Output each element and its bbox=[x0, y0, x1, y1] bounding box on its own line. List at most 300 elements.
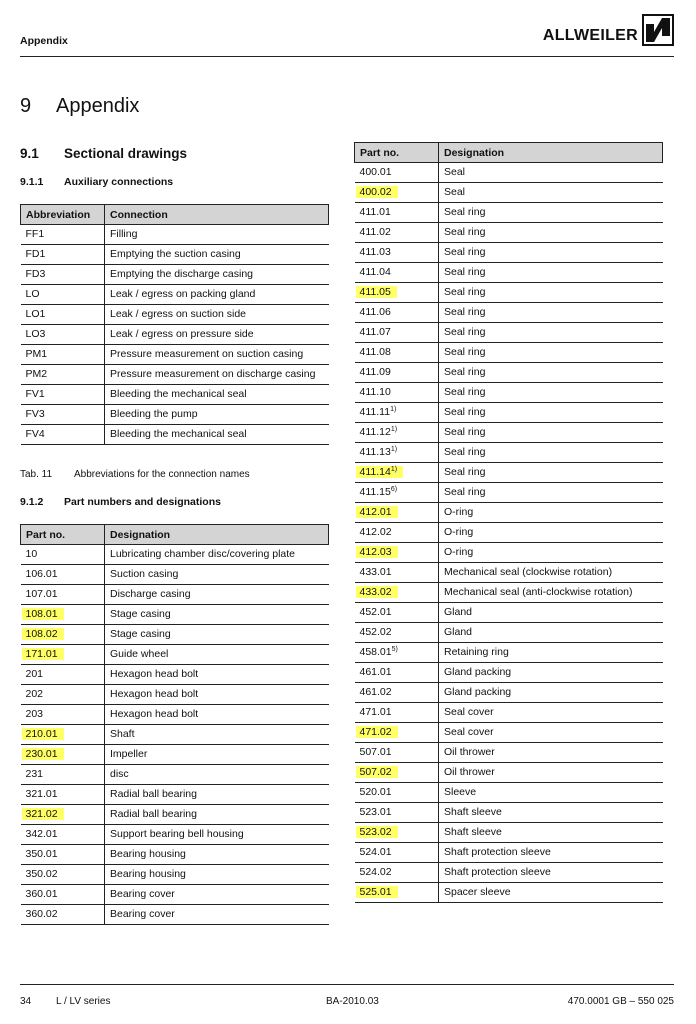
part-number-cell bbox=[21, 545, 105, 565]
table-row bbox=[21, 325, 329, 345]
part-number-cell bbox=[355, 883, 439, 903]
table-row bbox=[21, 285, 329, 305]
designation-cell: Seal ring bbox=[439, 243, 663, 263]
part-number bbox=[360, 346, 391, 358]
part-number-text: 107.01 bbox=[25, 588, 58, 600]
designation-cell: Seal ring bbox=[439, 363, 663, 383]
chapter-heading bbox=[20, 95, 139, 118]
part-number-cell bbox=[355, 683, 439, 703]
designation-cell: Support bearing bell housing bbox=[105, 825, 329, 845]
part-number bbox=[360, 306, 391, 318]
brand bbox=[543, 14, 674, 46]
part-number-text: 411.10 bbox=[359, 386, 391, 398]
footer-doc-id: BA-2010.03 bbox=[326, 996, 379, 1007]
page-header bbox=[20, 10, 674, 57]
part-number bbox=[360, 706, 392, 718]
designation-cell: Seal ring bbox=[439, 283, 663, 303]
part-number-text: 411.03 bbox=[359, 246, 391, 258]
table-row bbox=[355, 643, 663, 663]
table-row bbox=[355, 623, 663, 643]
part-number-cell bbox=[355, 723, 439, 743]
designation-cell: disc bbox=[105, 765, 329, 785]
part-number-text: 524.01 bbox=[359, 846, 392, 858]
part-number bbox=[26, 828, 58, 840]
table-row bbox=[355, 203, 663, 223]
part-number bbox=[26, 668, 44, 680]
part-number-cell bbox=[21, 845, 105, 865]
part-number-text: 400.01 bbox=[359, 166, 392, 178]
part-number-cell bbox=[355, 303, 439, 323]
section-title: Sectional drawings bbox=[64, 146, 188, 161]
part-number bbox=[360, 646, 398, 658]
table-row bbox=[355, 483, 663, 503]
part-number-text: 520.01 bbox=[359, 786, 392, 798]
designation-cell: Spacer sleeve bbox=[439, 883, 663, 903]
connection-cell: Leak / egress on pressure side bbox=[105, 325, 329, 345]
part-number-text: 342.01 bbox=[25, 828, 58, 840]
column-header: Abbreviation bbox=[21, 205, 105, 225]
table-row bbox=[355, 583, 663, 603]
designation-cell: Seal ring bbox=[439, 223, 663, 243]
table-row bbox=[355, 183, 663, 203]
designation-cell: Stage casing bbox=[105, 625, 329, 645]
table-row bbox=[355, 303, 663, 323]
table-row bbox=[21, 885, 329, 905]
part-number bbox=[360, 826, 392, 838]
part-number-cell bbox=[21, 865, 105, 885]
part-number-text: 411.12 bbox=[359, 426, 391, 438]
part-number bbox=[360, 226, 391, 238]
abbreviation-cell: PM2 bbox=[21, 365, 105, 385]
part-number bbox=[360, 406, 397, 418]
part-number-text: 525.01 bbox=[359, 886, 392, 898]
part-number bbox=[360, 866, 392, 878]
table-row bbox=[355, 383, 663, 403]
part-number-cell bbox=[355, 463, 439, 483]
part-number-cell bbox=[21, 785, 105, 805]
part-number-cell bbox=[21, 705, 105, 725]
part-number bbox=[26, 848, 58, 860]
part-number bbox=[360, 446, 398, 458]
part-number bbox=[360, 286, 391, 298]
table-row bbox=[21, 385, 329, 405]
designation-cell: Seal ring bbox=[439, 443, 663, 463]
part-number-text: 452.02 bbox=[359, 626, 392, 638]
part-number bbox=[26, 548, 38, 560]
part-number-cell bbox=[355, 323, 439, 343]
table-row bbox=[355, 883, 663, 903]
part-number-text: 210.01 bbox=[25, 728, 58, 740]
part-number-cell bbox=[355, 563, 439, 583]
designation-cell: Seal ring bbox=[439, 323, 663, 343]
part-number-text: 321.02 bbox=[25, 808, 58, 820]
table-row bbox=[355, 803, 663, 823]
part-number bbox=[360, 546, 392, 558]
part-number bbox=[360, 586, 392, 598]
part-number-cell bbox=[21, 685, 105, 705]
part-number bbox=[360, 886, 392, 898]
part-number bbox=[360, 366, 391, 378]
part-number-cell bbox=[355, 163, 439, 183]
part-number-text: 411.11 bbox=[359, 406, 391, 418]
table-row bbox=[21, 345, 329, 365]
table-row bbox=[355, 543, 663, 563]
part-number-cell bbox=[355, 183, 439, 203]
part-number bbox=[360, 186, 392, 198]
part-number bbox=[360, 326, 391, 338]
table-row bbox=[21, 705, 329, 725]
designation-cell: Gland packing bbox=[439, 663, 663, 683]
part-number bbox=[360, 806, 392, 818]
connection-cell: Leak / egress on suction side bbox=[105, 305, 329, 325]
part-number-cell bbox=[355, 243, 439, 263]
part-number-cell bbox=[21, 905, 105, 925]
part-number-text: 10 bbox=[25, 548, 38, 560]
abbreviation-cell: LO3 bbox=[21, 325, 105, 345]
part-number bbox=[26, 568, 58, 580]
part-number-text: 411.14 bbox=[359, 466, 391, 478]
designation-cell: Shaft protection sleeve bbox=[439, 843, 663, 863]
caption-text: Abbreviations for the connection names bbox=[74, 469, 250, 480]
abbreviation-cell: LO1 bbox=[21, 305, 105, 325]
part-number-cell bbox=[355, 623, 439, 643]
part-number-cell bbox=[355, 263, 439, 283]
part-number-cell bbox=[21, 605, 105, 625]
section-number: 9.1 bbox=[20, 146, 39, 161]
designation-cell: Shaft sleeve bbox=[439, 823, 663, 843]
designation-cell: Stage casing bbox=[105, 605, 329, 625]
designation-cell: Radial ball bearing bbox=[105, 785, 329, 805]
table-row bbox=[355, 363, 663, 383]
abbreviation-cell: PM1 bbox=[21, 345, 105, 365]
table-row bbox=[21, 825, 329, 845]
part-number-cell bbox=[355, 423, 439, 443]
connection-cell: Emptying the suction casing bbox=[105, 245, 329, 265]
part-number bbox=[360, 686, 392, 698]
part-number-cell bbox=[355, 443, 439, 463]
table-row bbox=[355, 663, 663, 683]
part-number bbox=[26, 688, 44, 700]
designation-cell: Seal ring bbox=[439, 203, 663, 223]
designation-cell: Seal ring bbox=[439, 463, 663, 483]
designation-cell: O-ring bbox=[439, 503, 663, 523]
part-number-cell bbox=[355, 663, 439, 683]
page-number: 34 bbox=[20, 996, 32, 1007]
designation-cell: Gland packing bbox=[439, 683, 663, 703]
part-number bbox=[360, 426, 398, 438]
part-number-cell bbox=[355, 603, 439, 623]
part-number bbox=[26, 708, 44, 720]
table-row bbox=[21, 745, 329, 765]
table-row bbox=[355, 763, 663, 783]
subsection-title: Part numbers and designations bbox=[64, 496, 221, 508]
designation-cell: Seal ring bbox=[439, 403, 663, 423]
part-number bbox=[360, 746, 392, 758]
table-row bbox=[21, 585, 329, 605]
abbreviation-cell: FV1 bbox=[21, 385, 105, 405]
abbreviation-cell: FV3 bbox=[21, 405, 105, 425]
parts-table-right bbox=[354, 142, 663, 903]
column-header: Part no. bbox=[355, 143, 439, 163]
designation-cell: Seal cover bbox=[439, 723, 663, 743]
designation-cell: Seal bbox=[439, 183, 663, 203]
table-caption bbox=[20, 469, 250, 480]
table-row bbox=[21, 865, 329, 885]
part-number-text: 108.01 bbox=[25, 608, 58, 620]
part-number-cell bbox=[21, 665, 105, 685]
part-number-text: 523.01 bbox=[359, 806, 392, 818]
table-row bbox=[21, 225, 329, 245]
footnote-marker: 1) bbox=[390, 426, 398, 433]
table-row bbox=[355, 683, 663, 703]
part-number bbox=[360, 506, 392, 518]
abbreviation-cell: FF1 bbox=[21, 225, 105, 245]
table-row bbox=[21, 805, 329, 825]
part-number-cell bbox=[355, 503, 439, 523]
table-row bbox=[21, 725, 329, 745]
part-number-cell bbox=[355, 203, 439, 223]
part-number-text: 411.09 bbox=[359, 366, 391, 378]
part-number bbox=[26, 788, 58, 800]
designation-cell: Seal ring bbox=[439, 383, 663, 403]
part-number-cell bbox=[355, 283, 439, 303]
table-row bbox=[355, 243, 663, 263]
part-number-cell bbox=[21, 885, 105, 905]
part-number bbox=[360, 606, 392, 618]
part-number-text: 411.08 bbox=[359, 346, 391, 358]
designation-cell: Seal cover bbox=[439, 703, 663, 723]
part-number-text: 411.15 bbox=[359, 486, 391, 498]
part-number bbox=[26, 888, 58, 900]
designation-cell: Suction casing bbox=[105, 565, 329, 585]
parts-table-left bbox=[20, 524, 329, 925]
part-number-cell bbox=[355, 583, 439, 603]
table-row bbox=[355, 703, 663, 723]
part-number-text: 106.01 bbox=[25, 568, 58, 580]
table-row bbox=[355, 503, 663, 523]
column-header: Designation bbox=[105, 525, 329, 545]
connection-cell: Bleeding the mechanical seal bbox=[105, 385, 329, 405]
footnote-marker: 1) bbox=[390, 446, 398, 453]
table-row bbox=[355, 783, 663, 803]
designation-cell: Bearing cover bbox=[105, 905, 329, 925]
designation-cell: Guide wheel bbox=[105, 645, 329, 665]
table-row bbox=[21, 905, 329, 925]
subsection-number: 9.1.1 bbox=[20, 176, 44, 188]
part-number-text: 201 bbox=[25, 668, 44, 680]
part-number-text: 411.06 bbox=[359, 306, 391, 318]
part-number-text: 452.01 bbox=[359, 606, 392, 618]
table-row bbox=[21, 785, 329, 805]
part-number bbox=[360, 666, 392, 678]
part-number-text: 412.03 bbox=[359, 546, 392, 558]
abbreviation-cell: FD1 bbox=[21, 245, 105, 265]
table-row bbox=[355, 723, 663, 743]
part-number bbox=[26, 748, 58, 760]
designation-cell: Shaft bbox=[105, 725, 329, 745]
table-row bbox=[355, 223, 663, 243]
designation-cell: Radial ball bearing bbox=[105, 805, 329, 825]
footnote-marker: 1) bbox=[390, 466, 398, 473]
table-row bbox=[355, 423, 663, 443]
part-number-cell bbox=[21, 585, 105, 605]
designation-cell: Shaft sleeve bbox=[439, 803, 663, 823]
part-number bbox=[26, 808, 58, 820]
table-row bbox=[21, 245, 329, 265]
table-row bbox=[21, 305, 329, 325]
connection-cell: Emptying the discharge casing bbox=[105, 265, 329, 285]
part-number bbox=[360, 386, 391, 398]
designation-cell: Shaft protection sleeve bbox=[439, 863, 663, 883]
part-number bbox=[26, 868, 58, 880]
part-number-cell bbox=[21, 625, 105, 645]
table-row bbox=[355, 823, 663, 843]
part-number-text: 433.02 bbox=[359, 586, 392, 598]
connection-cell: Bleeding the mechanical seal bbox=[105, 425, 329, 445]
abbreviation-cell: LO bbox=[21, 285, 105, 305]
connection-cell: Pressure measurement on discharge casing bbox=[105, 365, 329, 385]
part-number-cell bbox=[355, 223, 439, 243]
part-number bbox=[360, 466, 398, 478]
part-number-cell bbox=[21, 765, 105, 785]
abbreviation-cell: FD3 bbox=[21, 265, 105, 285]
footnote-marker: 6) bbox=[390, 486, 398, 493]
part-number-text: 461.02 bbox=[359, 686, 392, 698]
part-number-cell bbox=[355, 363, 439, 383]
table-row bbox=[21, 625, 329, 645]
part-number bbox=[360, 486, 398, 498]
subsection-number: 9.1.2 bbox=[20, 496, 44, 508]
connection-cell: Bleeding the pump bbox=[105, 405, 329, 425]
part-number-text: 411.05 bbox=[359, 286, 391, 298]
part-number-text: 411.07 bbox=[359, 326, 391, 338]
abbreviation-cell: FV4 bbox=[21, 425, 105, 445]
table-row bbox=[355, 463, 663, 483]
part-number-text: 433.01 bbox=[359, 566, 392, 578]
designation-cell: Lubricating chamber disc/covering plate bbox=[105, 545, 329, 565]
part-number-text: 412.02 bbox=[359, 526, 392, 538]
part-number-text: 507.01 bbox=[359, 746, 392, 758]
aux-connections-table bbox=[20, 204, 329, 445]
table-row bbox=[355, 283, 663, 303]
part-number-text: 400.02 bbox=[359, 186, 392, 198]
table-row bbox=[355, 743, 663, 763]
part-number-text: 321.01 bbox=[25, 788, 58, 800]
table-row bbox=[21, 545, 329, 565]
designation-cell: Bearing housing bbox=[105, 845, 329, 865]
table-row bbox=[355, 843, 663, 863]
part-number bbox=[360, 766, 392, 778]
footnote-marker: 1) bbox=[390, 406, 397, 413]
part-number bbox=[26, 768, 44, 780]
table-row bbox=[21, 605, 329, 625]
part-number-cell bbox=[355, 523, 439, 543]
subsection-heading-parts bbox=[20, 496, 221, 508]
table-row bbox=[355, 323, 663, 343]
part-number bbox=[360, 246, 391, 258]
brand-name: ALLWEILER bbox=[542, 27, 638, 44]
part-number-text: 507.02 bbox=[359, 766, 392, 778]
part-number-text: 458.01 bbox=[359, 646, 392, 658]
designation-cell: Discharge casing bbox=[105, 585, 329, 605]
connection-cell: Leak / egress on packing gland bbox=[105, 285, 329, 305]
part-number-text: 412.01 bbox=[359, 506, 392, 518]
caption-number: Tab. 11 bbox=[20, 469, 53, 480]
part-number-cell bbox=[355, 763, 439, 783]
part-number-text: 360.01 bbox=[25, 888, 58, 900]
table-row bbox=[21, 845, 329, 865]
part-number-cell bbox=[355, 483, 439, 503]
part-number-text: 524.02 bbox=[359, 866, 392, 878]
table-row bbox=[21, 265, 329, 285]
designation-cell: O-ring bbox=[439, 543, 663, 563]
part-number-text: 411.13 bbox=[359, 446, 391, 458]
part-number-text: 231 bbox=[25, 768, 44, 780]
designation-cell: Bearing cover bbox=[105, 885, 329, 905]
designation-cell: Seal ring bbox=[439, 303, 663, 323]
designation-cell: Bearing housing bbox=[105, 865, 329, 885]
part-number-text: 350.02 bbox=[25, 868, 58, 880]
designation-cell: Seal bbox=[439, 163, 663, 183]
part-number-text: 350.01 bbox=[25, 848, 58, 860]
table-row bbox=[355, 403, 663, 423]
footer-series: L / LV series bbox=[56, 996, 111, 1007]
allweiler-logo-icon bbox=[642, 14, 674, 46]
connection-cell: Pressure measurement on suction casing bbox=[105, 345, 329, 365]
part-number-text: 171.01 bbox=[25, 648, 58, 660]
table-row bbox=[21, 365, 329, 385]
subsection-heading-aux bbox=[20, 176, 173, 188]
column-header: Designation bbox=[439, 143, 663, 163]
part-number bbox=[360, 786, 392, 798]
chapter-number: 9 bbox=[20, 95, 32, 117]
footnote-marker: 5) bbox=[391, 646, 398, 653]
part-number-cell bbox=[355, 843, 439, 863]
designation-cell: Hexagon head bolt bbox=[105, 665, 329, 685]
part-number-cell bbox=[355, 643, 439, 663]
header-title: Appendix bbox=[20, 35, 68, 47]
part-number-cell bbox=[355, 403, 439, 423]
table-row bbox=[21, 645, 329, 665]
designation-cell: Seal ring bbox=[439, 483, 663, 503]
table-row bbox=[355, 443, 663, 463]
part-number-text: 523.02 bbox=[359, 826, 392, 838]
part-number-text: 108.02 bbox=[25, 628, 58, 640]
designation-cell: Gland bbox=[439, 623, 663, 643]
designation-cell: Retaining ring bbox=[439, 643, 663, 663]
part-number-cell bbox=[21, 745, 105, 765]
part-number-cell bbox=[355, 703, 439, 723]
designation-cell: Impeller bbox=[105, 745, 329, 765]
part-number-cell bbox=[21, 565, 105, 585]
part-number-text: 411.01 bbox=[359, 206, 391, 218]
part-number-cell bbox=[355, 743, 439, 763]
designation-cell: Seal ring bbox=[439, 343, 663, 363]
part-number bbox=[360, 206, 391, 218]
designation-cell: Seal ring bbox=[439, 263, 663, 283]
table-row bbox=[355, 863, 663, 883]
part-number-cell bbox=[21, 825, 105, 845]
table-row bbox=[21, 665, 329, 685]
column-header: Part no. bbox=[21, 525, 105, 545]
designation-cell: Gland bbox=[439, 603, 663, 623]
table-row bbox=[21, 405, 329, 425]
designation-cell: Hexagon head bolt bbox=[105, 705, 329, 725]
part-number-cell bbox=[355, 343, 439, 363]
table-row bbox=[21, 765, 329, 785]
part-number-cell bbox=[21, 805, 105, 825]
part-number-text: 411.02 bbox=[359, 226, 391, 238]
